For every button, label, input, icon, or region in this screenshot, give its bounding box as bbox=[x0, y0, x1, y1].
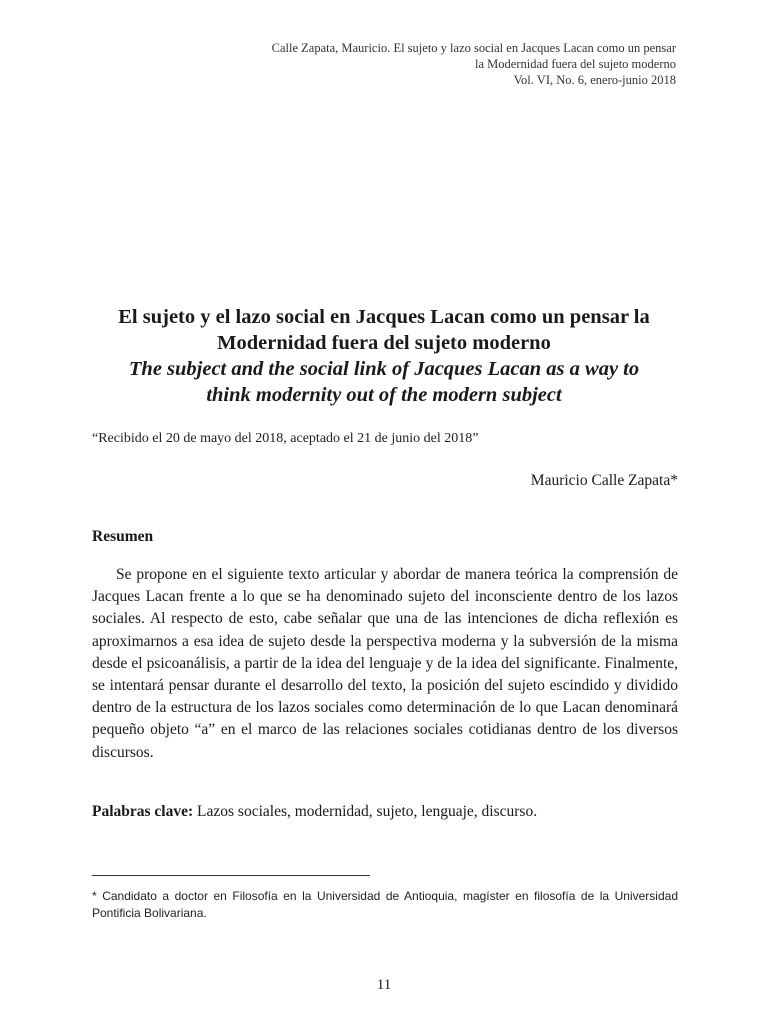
running-header-volume: Vol. VI, No. 6, enero-junio 2018 bbox=[513, 73, 676, 87]
author-footnote: * Candidato a doctor en Filosofía en la Universidad de Antioquia, magíster en filosofía de la Universidad Pontificia Bolivariana. bbox=[92, 889, 678, 920]
running-header-title-cont: la Modernidad fuera del sujeto moderno bbox=[475, 57, 676, 71]
keywords bbox=[92, 803, 678, 821]
article-title bbox=[80, 304, 688, 408]
received-date-note: “Recibido el 20 de mayo del 2018, aceptado el 21 de junio del 2018” bbox=[92, 431, 479, 446]
page-number: 11 bbox=[376, 977, 392, 993]
title-spanish-line1: El sujeto y el lazo social en Jacques Lacan como un pensar la bbox=[118, 306, 650, 328]
title-english-line2: think modernity out of the modern subject bbox=[206, 384, 562, 406]
running-header-citation: Calle Zapata, Mauricio. El sujeto y lazo social en Jacques Lacan como un pensar bbox=[271, 41, 676, 55]
keywords-text: Lazos sociales, modernidad, sujeto, lenguaje, discurso. bbox=[197, 803, 538, 820]
title-english-line1: The subject and the social link of Jacques Lacan as a way to bbox=[128, 358, 640, 380]
running-header bbox=[156, 40, 676, 88]
title-spanish-line2: Modernidad fuera del sujeto moderno bbox=[217, 332, 551, 354]
abstract-body: Se propone en el siguiente texto articular y abordar de manera teórica la comprensión de Jacques Lacan frente a lo que se ha denominado sujeto del inconsciente dentro de los lazos sociales. Al respecto de esto, cabe señalar que una de las intenciones de dicha reflexión es aproximarnos a esa idea de sujeto desde la perspectiva moderna y la subversión de la misma desde el psicoanálisis, a partir de la idea del lenguaje y de la idea del significante. Finalmente, se intentará pensar durante el desarrollo del texto, la posición del sujeto escindido y dividido dentro de la estructura de los lazos sociales como determinación de lo que Lacan denominará pequeño objeto “a” en el marco de las relaciones sociales cotidianas dentro de los diversos discursos. bbox=[92, 566, 678, 761]
author-name: Mauricio Calle Zapata* bbox=[530, 472, 678, 489]
keywords-label: Palabras clave: bbox=[92, 803, 194, 820]
footnote-divider bbox=[92, 875, 370, 876]
abstract-heading: Resumen bbox=[92, 528, 154, 545]
